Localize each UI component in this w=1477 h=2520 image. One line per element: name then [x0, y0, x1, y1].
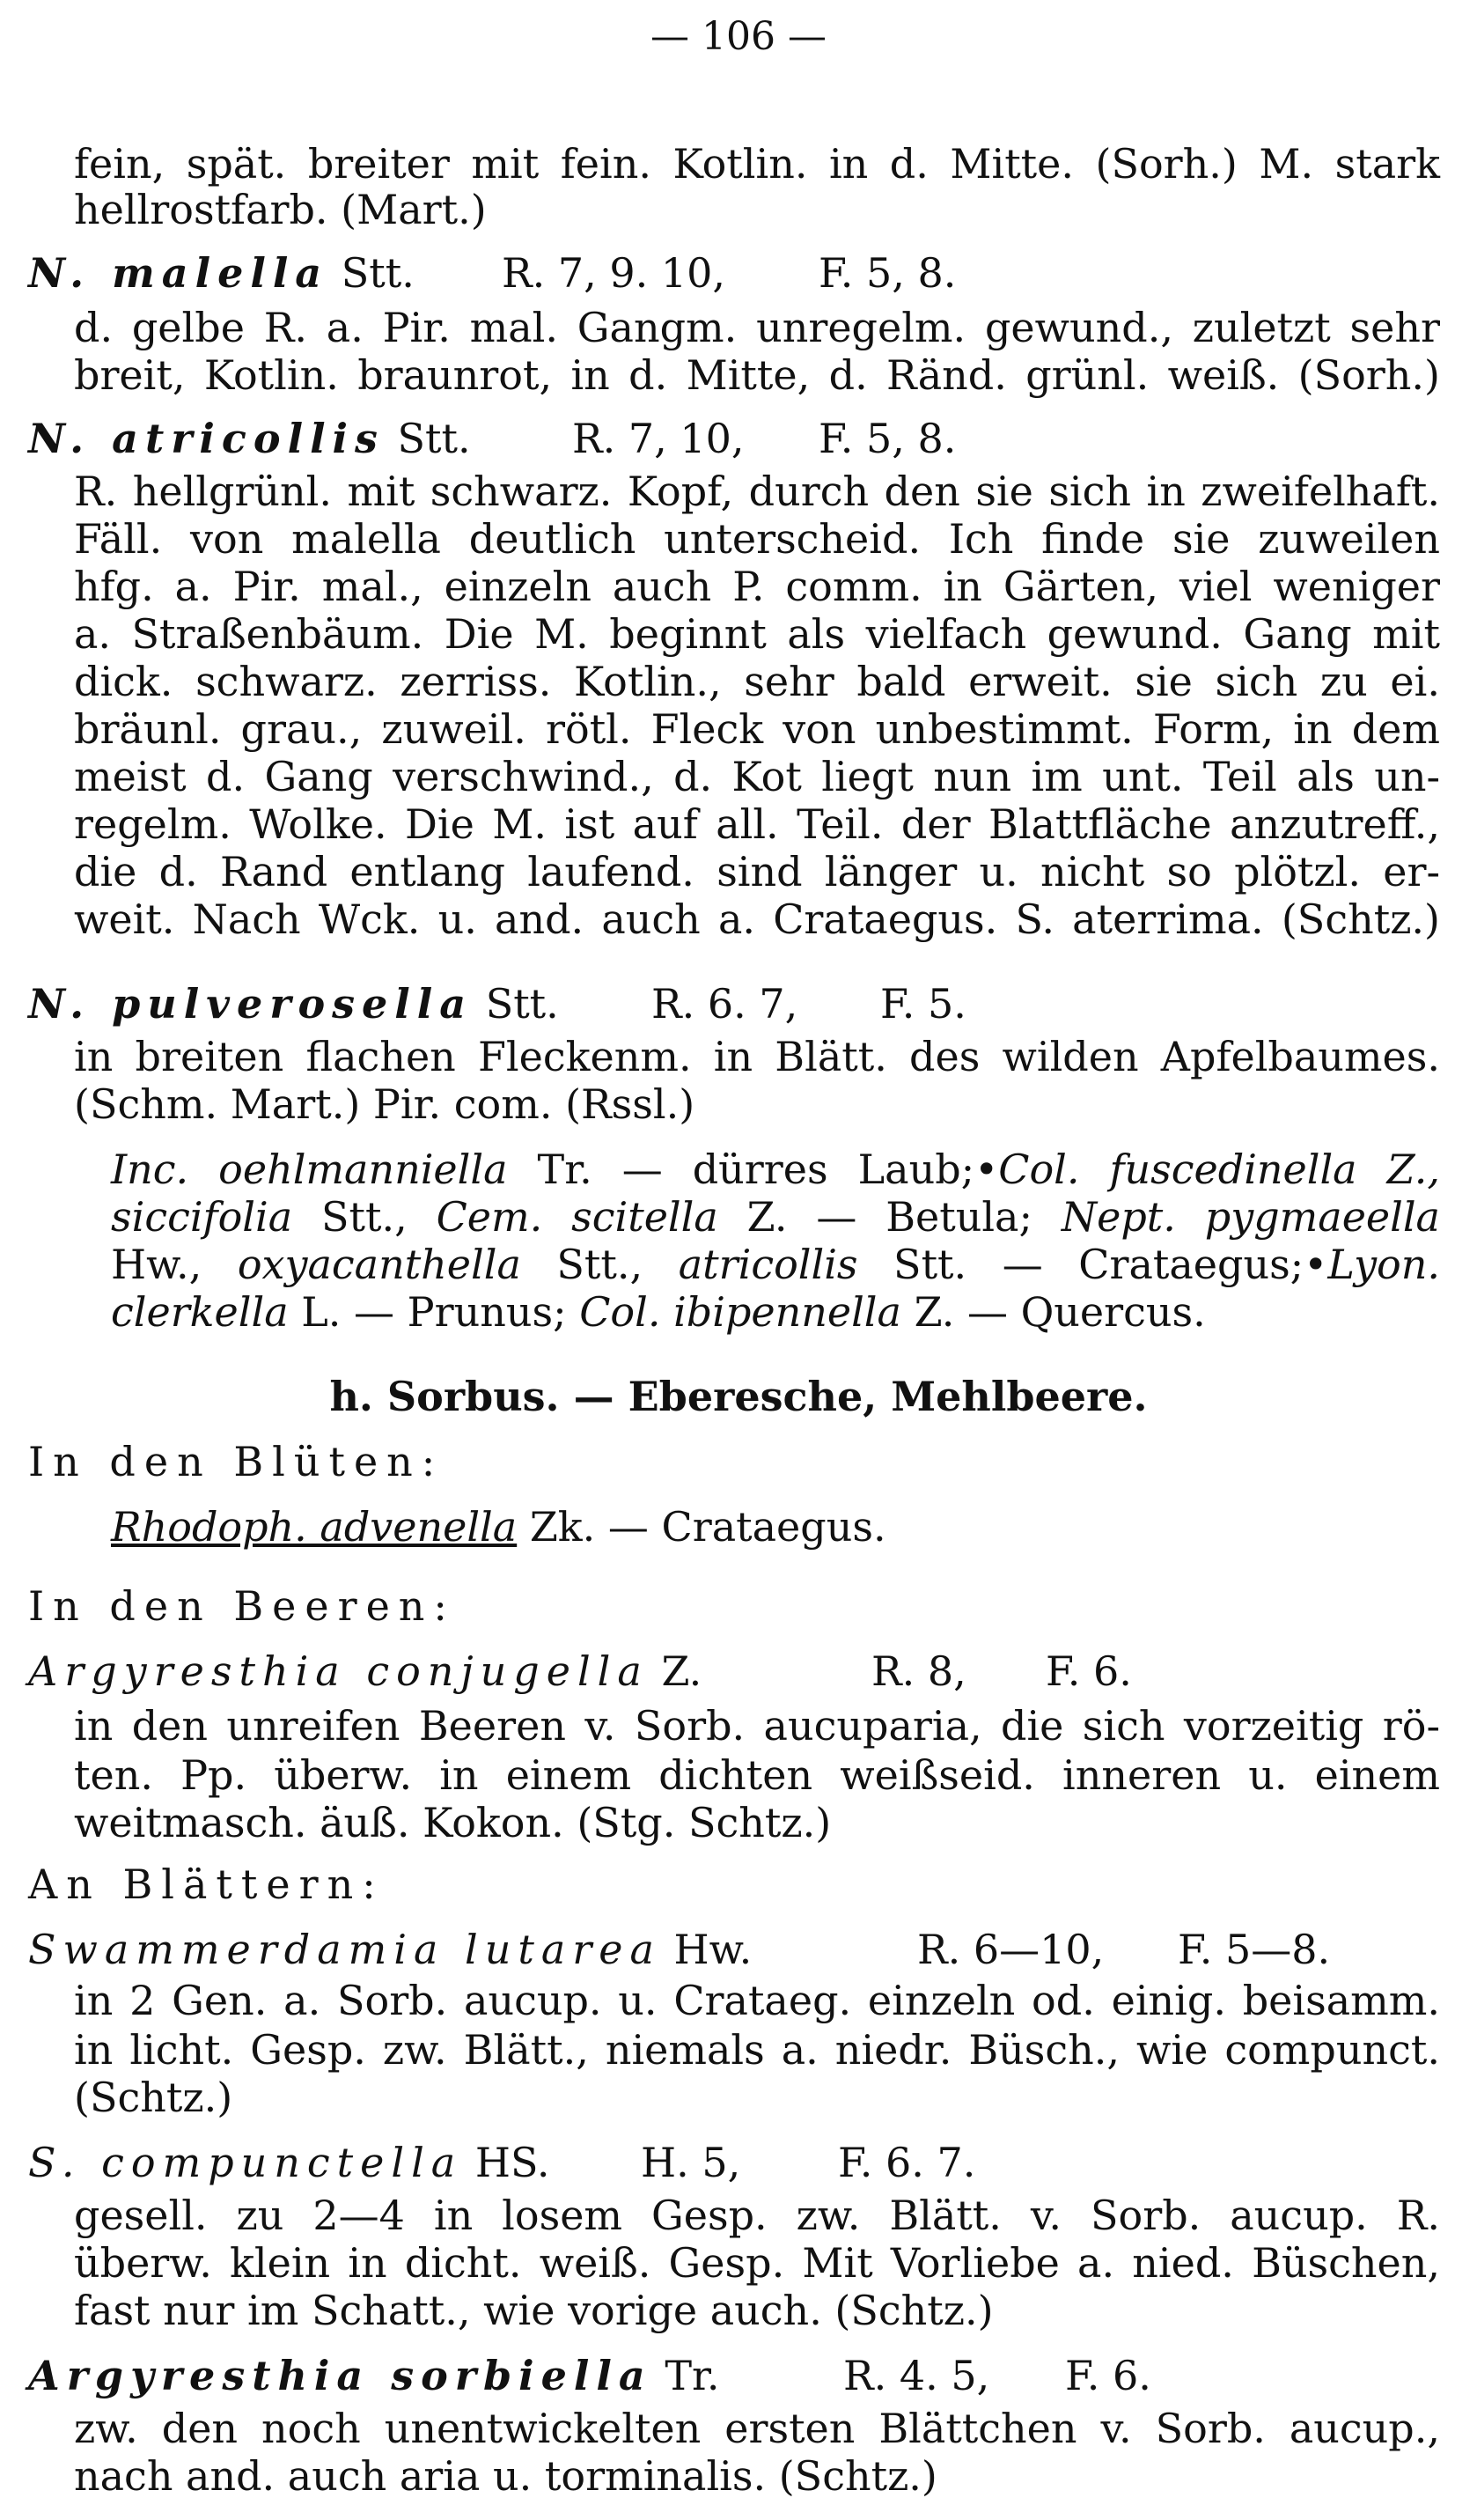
crossref-text: Stt.,	[292, 1193, 437, 1241]
section-heading: h. Sorbus. — Eberesche, Mehlbeere.	[329, 1373, 1148, 1420]
text-line: in breiten flachen Fleckenm. in Blätt. des wilden Apfelbaumes.	[74, 1033, 1440, 1080]
falter-period: F. 5—8.	[1178, 1926, 1331, 1973]
text-line: nach and. auch aria u. torminalis. (Schtz.)	[74, 2452, 937, 2500]
text-line: ten. Pp. überw. in einem dichten weißseid. inneren u. einem	[74, 1751, 1440, 1799]
species-author: Stt.	[397, 415, 471, 462]
crossref-text: Tr. — dürres Laub;•	[507, 1146, 999, 1193]
species-author: Stt.	[485, 980, 559, 1028]
crossref-taxon: Col. ibipennella	[579, 1288, 901, 1336]
subsection-heading: An Blättern:	[28, 1861, 385, 1908]
species-name: Swammerdamia lutarea	[28, 1926, 661, 1973]
text-line: (Schtz.)	[74, 2074, 233, 2121]
page-number: — 106 —	[650, 14, 827, 59]
species-header	[28, 414, 471, 463]
crossref-taxon: siccifolia	[111, 1193, 293, 1241]
text-line: fein, spät. breiter mit fein. Kotlin. in d. Mitte. (Sorh.) M. stark	[74, 140, 1440, 188]
text-line: in 2 Gen. a. Sorb. aucup. u. Crataeg. einzeln od. einig. beisamm.	[74, 1977, 1440, 2024]
species-author: Tr.	[665, 2352, 720, 2399]
text-line: Fäll. von malella deutlich unterscheid. Ich finde sie zuweilen	[74, 515, 1440, 563]
crossref-line	[111, 1502, 886, 1551]
species-author: Hw.	[673, 1926, 753, 1973]
text-line: hfg. a. Pir. mal., einzeln auch P. comm. in Gärten, viel weniger	[74, 563, 1440, 610]
falter-period: F. 6.	[1065, 2352, 1151, 2399]
falter-period: F. 5.	[880, 980, 966, 1028]
text-line: hellrostfarb. (Mart.)	[74, 186, 487, 233]
raupe-period: R. 8,	[871, 1647, 966, 1695]
species-name: Argyresthia sorbiella	[28, 2352, 652, 2399]
species-name: N. pulverosella	[28, 980, 474, 1028]
crossref-taxon: Rhodoph. advenella	[111, 1503, 518, 1551]
crossref-text: Stt. — Crataegus;•	[857, 1241, 1328, 1288]
crossref-taxon: Col. fuscedinella Z.,	[998, 1146, 1440, 1193]
text-line: die d. Rand entlang laufend. sind länger u. nicht so plötzl. er-	[74, 848, 1440, 895]
text-line: in den unreifen Beeren v. Sorb. aucuparia, die sich vorzeitig rö-	[74, 1702, 1440, 1750]
raupe-period: R. 6—10,	[917, 1926, 1105, 1973]
crossref-taxon: oxyacanthella	[237, 1241, 521, 1288]
species-name: Argyresthia conjugella	[28, 1647, 649, 1695]
species-author: HS.	[474, 2139, 550, 2186]
crossref-text: Hw.,	[111, 1241, 238, 1288]
species-author: Stt.	[341, 249, 415, 297]
species-header	[28, 1647, 702, 1696]
text-line: R. hellgrünl. mit schwarz. Kopf, durch den sie sich in zweifelhaft.	[74, 468, 1440, 515]
text-line: in licht. Gesp. zw. Blätt., niemals a. niedr. Büsch., wie compunct.	[74, 2026, 1440, 2074]
crossref-line	[111, 1287, 1206, 1337]
falter-period: F. 6.	[1046, 1647, 1132, 1695]
crossref-text: Zk. — Crataegus.	[517, 1503, 886, 1551]
text-line: d. gelbe R. a. Pir. mal. Gangm. unregelm. gewund., zuletzt sehr	[74, 304, 1440, 351]
crossref-text: Stt.,	[520, 1241, 679, 1288]
species-header	[28, 2351, 720, 2400]
text-line: zw. den noch unentwickelten ersten Blättchen v. Sorb. aucup.,	[74, 2405, 1440, 2452]
text-line: regelm. Wolke. Die M. ist auf all. Teil. der Blattfläche anzutreff.,	[74, 800, 1440, 848]
raupe-period: H. 5,	[641, 2139, 741, 2186]
crossref-text: Z. — Betula;	[717, 1193, 1062, 1241]
falter-period: F. 6. 7.	[838, 2139, 976, 2186]
text-line: dick. schwarz. zerriss. Kotlin., sehr bald erweit. sie sich zu ei.	[74, 658, 1440, 705]
species-header	[28, 248, 415, 298]
raupe-period: R. 6. 7,	[651, 980, 798, 1028]
text-line: weitmasch. äuß. Kokon. (Stg. Schtz.)	[74, 1799, 832, 1846]
crossref-text: Z. — Quercus.	[900, 1288, 1206, 1336]
crossref-taxon: Inc. oehlmanniella	[111, 1146, 508, 1193]
raupe-period: R. 7, 9. 10,	[502, 249, 726, 297]
text-line: breit, Kotlin. braunrot, in d. Mitte, d. Ränd. grünl. weiß. (Sorh.)	[74, 351, 1440, 399]
crossref-text: L. — Prunus;	[288, 1288, 580, 1336]
text-line: meist d. Gang verschwind., d. Kot liegt nun im unt. Teil als un-	[74, 753, 1440, 800]
species-header	[28, 2138, 549, 2187]
subsection-heading: In den Blüten:	[28, 1438, 445, 1485]
crossref-taxon: Lyon.	[1327, 1241, 1440, 1288]
species-header	[28, 1925, 752, 1974]
crossref-taxon: clerkella	[111, 1288, 289, 1336]
text-line: bräunl. grau., zuweil. rötl. Fleck von unbestimmt. Form, in dem	[74, 705, 1440, 753]
species-author: Z.	[661, 1647, 702, 1695]
text-line: gesell. zu 2—4 in losem Gesp. zw. Blätt. v. Sorb. aucup. R.	[74, 2192, 1440, 2239]
text-line: (Schm. Mart.) Pir. com. (Rssl.)	[74, 1080, 695, 1128]
species-name: N. malella	[28, 249, 329, 297]
text-line: weit. Nach Wck. u. and. auch a. Crataegus. S. aterrima. (Schtz.)	[74, 895, 1440, 943]
crossref-taxon: Cem. scitella	[436, 1193, 718, 1241]
text-line: überw. klein in dicht. weiß. Gesp. Mit Vorliebe a. nied. Büschen,	[74, 2239, 1440, 2287]
raupe-period: R. 4. 5,	[843, 2352, 990, 2399]
text-line: fast nur im Schatt., wie vorige auch. (Schtz.)	[74, 2287, 994, 2334]
crossref-line	[111, 1145, 1440, 1194]
species-name: N. atricollis	[28, 415, 385, 462]
falter-period: F. 5, 8.	[819, 249, 957, 297]
species-name: S. compunctella	[28, 2139, 463, 2186]
text-line: a. Straßenbäum. Die M. beginnt als vielfach gewund. Gang mit	[74, 610, 1440, 658]
raupe-period: R. 7, 10,	[572, 415, 745, 462]
subsection-heading: In den Beeren:	[28, 1582, 456, 1630]
crossref-line	[111, 1192, 1440, 1242]
falter-period: F. 5, 8.	[819, 415, 957, 462]
species-header	[28, 979, 559, 1028]
crossref-taxon: atricollis	[678, 1241, 858, 1288]
crossref-taxon: Nept. pygmaeella	[1061, 1193, 1440, 1241]
crossref-line	[111, 1240, 1440, 1289]
